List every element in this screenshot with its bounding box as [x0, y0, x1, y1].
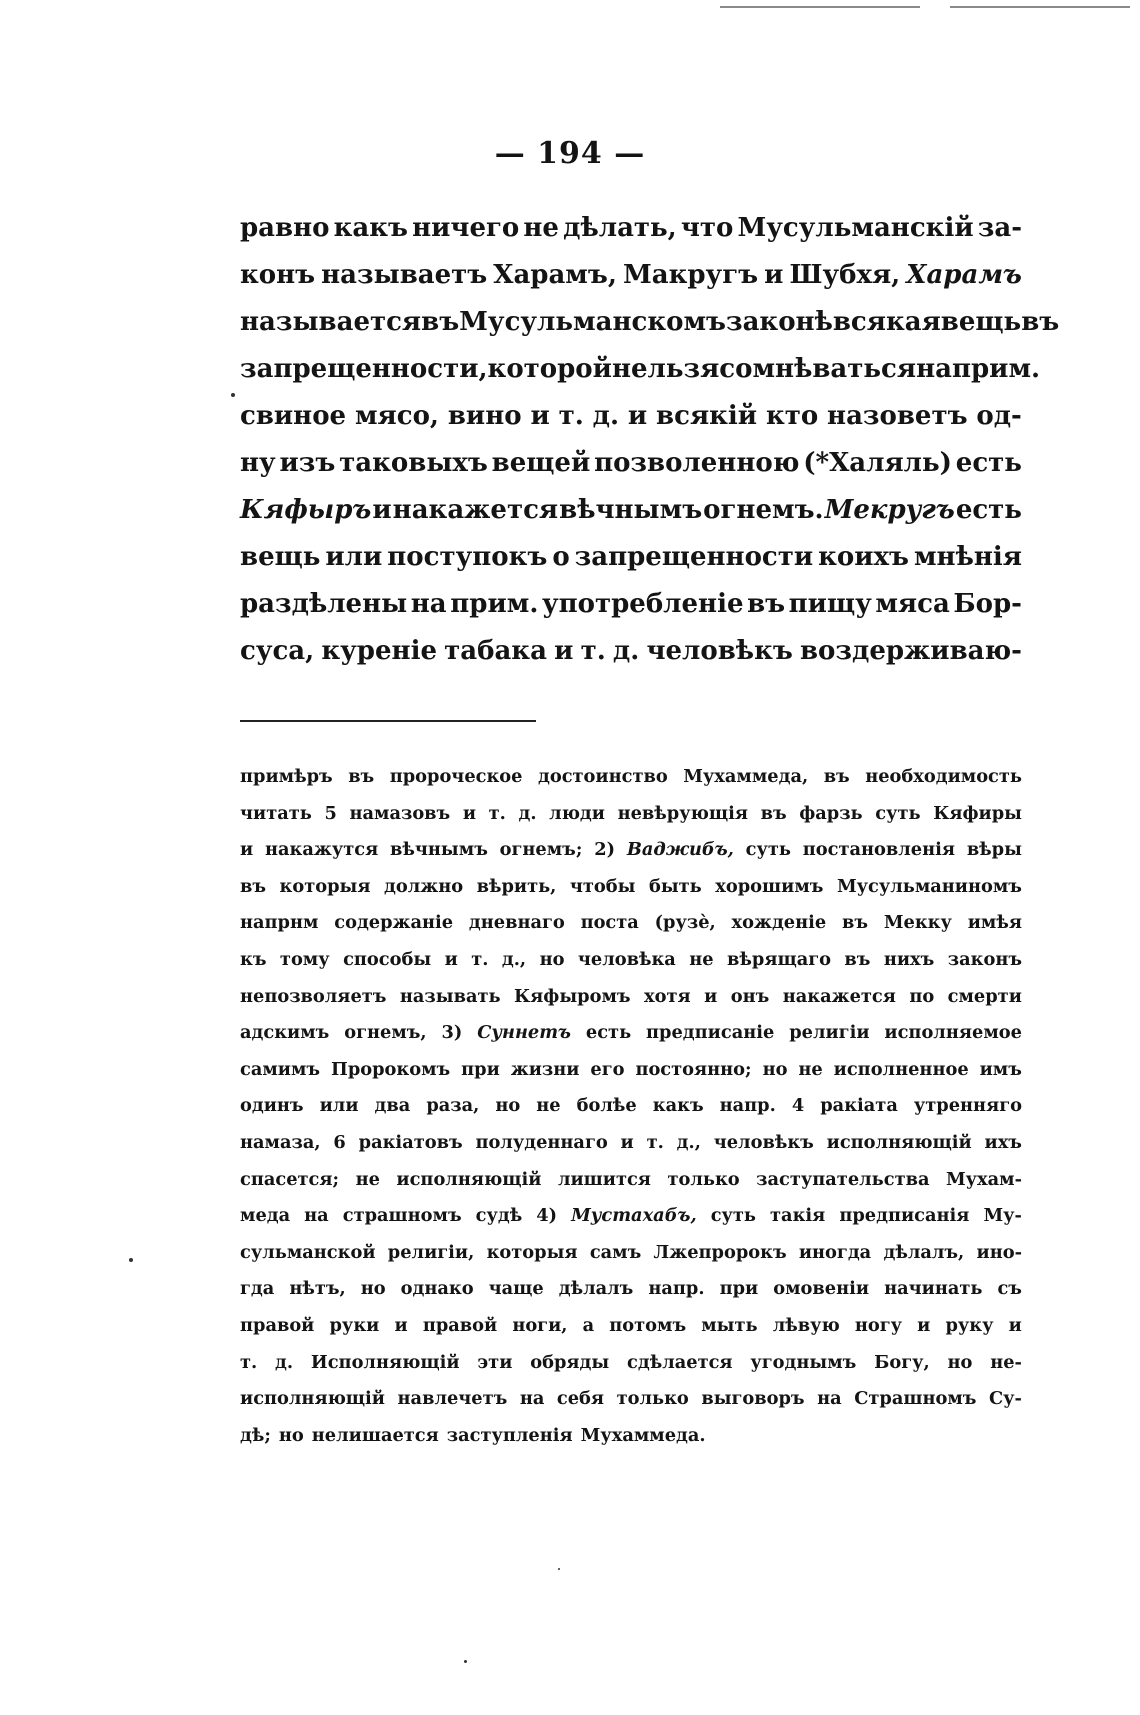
- word: прим.: [450, 589, 539, 619]
- footnote-line: [240, 1238, 1022, 1275]
- word: или: [319, 1095, 359, 1117]
- word: хорошимъ: [715, 875, 824, 897]
- word: не: [523, 213, 559, 243]
- word: и: [394, 1314, 408, 1336]
- word: равно: [240, 213, 330, 243]
- word: суса,: [240, 636, 315, 666]
- scan-edge-line: [720, 6, 920, 8]
- word: такія: [770, 1205, 826, 1227]
- word: мясо,: [354, 401, 439, 431]
- word: (*Халяль): [803, 448, 952, 478]
- word: въ: [240, 875, 266, 897]
- word: Мухам-: [945, 1168, 1022, 1190]
- word: Лжепророкъ: [653, 1241, 787, 1263]
- word: что: [680, 213, 734, 243]
- word: сульманской: [240, 1241, 376, 1263]
- footnote-line: [240, 1201, 1022, 1238]
- word: и: [1008, 1314, 1022, 1336]
- word: Му-: [983, 1205, 1022, 1227]
- word: необходимость: [865, 766, 1022, 787]
- footnote-text: [240, 762, 1022, 1457]
- footnote-line: [240, 945, 1022, 982]
- word: Кяфиры: [933, 802, 1022, 824]
- word: на: [519, 1388, 545, 1410]
- word: напр.: [719, 1095, 776, 1117]
- word: ино-: [976, 1241, 1022, 1263]
- word: ракіатовъ: [358, 1131, 463, 1153]
- word: не: [689, 948, 714, 970]
- word: Макругъ: [622, 260, 759, 290]
- word: д.: [612, 636, 640, 666]
- word: огнемъ.: [703, 495, 824, 525]
- word: называетъ: [321, 260, 488, 290]
- word: руку: [945, 1314, 994, 1336]
- word: его: [590, 1058, 625, 1080]
- word: но: [762, 1058, 788, 1080]
- word: сдѣлается: [627, 1351, 733, 1373]
- scan-edge-line: [950, 6, 1130, 8]
- word: на: [304, 1205, 329, 1227]
- word: напрнм: [240, 912, 319, 934]
- word: огнемъ;: [499, 839, 583, 861]
- word: 4: [791, 1095, 805, 1117]
- word: руки: [329, 1314, 380, 1336]
- word: а: [582, 1314, 595, 1336]
- word: быть: [648, 875, 702, 897]
- word: и: [444, 948, 458, 970]
- word: не-: [990, 1351, 1022, 1373]
- word: вѣчнымъ: [559, 495, 703, 525]
- word: начинать: [884, 1278, 983, 1300]
- scan-speck: [129, 1258, 133, 1262]
- text-line: [240, 631, 1022, 678]
- word: суть: [745, 839, 791, 861]
- page-number: — 194 —: [494, 136, 646, 171]
- word: содержаніе: [334, 912, 454, 934]
- word: (рузѐ,: [654, 912, 716, 934]
- word: назоветъ: [827, 401, 968, 431]
- word: въ: [844, 948, 871, 970]
- word: заступательства: [756, 1168, 930, 1190]
- word: исполненное: [833, 1058, 969, 1080]
- word: т.: [240, 1351, 258, 1373]
- word: Мекругъ: [824, 495, 955, 525]
- footnote-line: [240, 1165, 1022, 1202]
- word: человѣка: [577, 948, 676, 970]
- word: фарзь: [799, 802, 863, 824]
- word: свиное: [240, 401, 347, 431]
- word: на: [916, 354, 952, 384]
- word: потомъ: [609, 1314, 687, 1336]
- word: въ: [747, 589, 786, 619]
- word: онъ: [730, 985, 770, 1007]
- word: д.,: [676, 1131, 701, 1153]
- word: раздѣлены: [240, 589, 408, 619]
- word: Харамъ,: [493, 260, 617, 290]
- word: есть: [955, 495, 1022, 525]
- word: правой: [240, 1314, 315, 1336]
- word: поста: [580, 912, 639, 934]
- word: воздерживаю-: [799, 636, 1022, 666]
- footnote-line: [240, 1055, 1022, 1092]
- word: и: [704, 985, 718, 1007]
- word: чаще: [488, 1278, 544, 1300]
- word: и: [917, 1314, 931, 1336]
- word: люди: [549, 802, 605, 824]
- word: только: [667, 1168, 740, 1190]
- word: суть: [875, 802, 921, 824]
- word: только: [616, 1388, 689, 1410]
- footnote-line: [240, 1348, 1022, 1385]
- word: и: [627, 401, 648, 431]
- word: къ: [240, 948, 267, 970]
- word: ничего: [412, 213, 520, 243]
- word: поступокъ: [387, 542, 548, 572]
- word: исполняемое: [884, 1022, 1022, 1044]
- word: лѣвую: [772, 1314, 840, 1336]
- word: куреніе: [321, 636, 437, 666]
- word: изъ: [279, 448, 336, 478]
- word: съ: [997, 1278, 1022, 1300]
- word: дѣлалъ,: [883, 1241, 965, 1263]
- footnote-line: [240, 908, 1022, 945]
- word: накажется: [782, 985, 896, 1007]
- word: имъ: [979, 1058, 1022, 1080]
- word: при: [719, 1278, 759, 1300]
- word: всякая: [832, 307, 941, 337]
- word: ихъ: [984, 1131, 1022, 1153]
- word: и: [764, 260, 784, 290]
- word: постановленія: [802, 839, 955, 861]
- text-line: [240, 349, 1041, 396]
- word: пищу: [788, 589, 872, 619]
- word: всякій: [656, 401, 758, 431]
- word: въ: [1021, 307, 1060, 337]
- word: табака: [444, 636, 547, 666]
- footnote-line: [240, 835, 1022, 872]
- word: полуденнаго: [475, 1131, 608, 1153]
- word: 2): [594, 839, 615, 861]
- word: ноги,: [512, 1314, 568, 1336]
- word: накажутся: [265, 839, 379, 861]
- word: ногу: [854, 1314, 902, 1336]
- footnote-line: [240, 1274, 1022, 1311]
- word: навлечетъ: [397, 1388, 508, 1410]
- word: Кяфыръ: [240, 495, 372, 525]
- word: но: [539, 948, 565, 970]
- word: не: [798, 1058, 823, 1080]
- word: выговоръ: [701, 1388, 805, 1410]
- word: одинъ: [240, 1095, 304, 1117]
- word: намаза,: [240, 1131, 321, 1153]
- scan-speck: [464, 1660, 467, 1663]
- text-line: [240, 490, 1022, 537]
- word: самъ: [589, 1241, 642, 1263]
- word: называется: [240, 307, 422, 337]
- word: предписанія: [839, 1205, 970, 1227]
- word: жизни: [510, 1058, 580, 1080]
- word: Мекку: [883, 912, 952, 934]
- word: какъ: [652, 1095, 704, 1117]
- word: вино: [447, 401, 522, 431]
- word: вѣчнымъ: [390, 839, 488, 861]
- word: однако: [400, 1278, 474, 1300]
- main-text: [240, 208, 1060, 678]
- word: Шубхя,: [789, 260, 901, 290]
- word: нелишается: [311, 1424, 439, 1446]
- word: читать: [240, 802, 312, 824]
- word: употребленіе: [541, 589, 744, 619]
- word: способы: [343, 948, 432, 970]
- word: въ: [348, 766, 375, 787]
- word: 5: [324, 802, 337, 824]
- word: но: [495, 1095, 521, 1117]
- word: позволенною: [594, 448, 800, 478]
- word: и: [462, 802, 477, 824]
- word: мяса: [875, 589, 950, 619]
- word: Харамъ: [906, 260, 1022, 290]
- word: нихъ: [883, 948, 935, 970]
- word: обряды: [530, 1351, 610, 1373]
- word: Су-: [988, 1388, 1022, 1410]
- word: есть: [955, 448, 1022, 478]
- word: примѣръ: [240, 766, 333, 787]
- word: 6: [333, 1131, 346, 1153]
- word: меда: [240, 1205, 291, 1227]
- word: Бор-: [953, 589, 1022, 619]
- word: д.: [518, 802, 537, 824]
- word: Суннетъ: [477, 1022, 571, 1044]
- word: запрещенности,: [240, 354, 488, 384]
- word: вещей: [491, 448, 591, 478]
- word: огнемъ,: [344, 1022, 427, 1044]
- word: т.: [580, 636, 606, 666]
- word: которыя: [486, 1241, 578, 1263]
- word: тому: [279, 948, 330, 970]
- word: исполняющій: [826, 1131, 972, 1153]
- word: самимъ: [240, 1058, 321, 1080]
- word: лишится: [557, 1168, 651, 1190]
- word: запрещенности: [574, 542, 814, 572]
- word: вѣрящаго: [727, 948, 831, 970]
- word: т.: [488, 802, 506, 824]
- word: прим.: [951, 354, 1041, 384]
- word: дѣлалъ: [558, 1278, 634, 1300]
- word: таковыхъ: [339, 448, 488, 478]
- scan-speck: [558, 1568, 560, 1570]
- word: законъ: [947, 948, 1022, 970]
- word: д.,: [501, 948, 527, 970]
- word: постоянно;: [635, 1058, 752, 1080]
- word: законѣ: [725, 307, 833, 337]
- word: намазовъ: [349, 802, 451, 824]
- scan-speck: [231, 393, 235, 397]
- word: религіи,: [387, 1241, 475, 1263]
- word: или: [325, 542, 383, 572]
- footnote-line: [240, 1091, 1022, 1128]
- word: не: [536, 1095, 561, 1117]
- footnote-line: [240, 872, 1022, 909]
- word: за-: [977, 213, 1022, 243]
- word: невѣрующія: [617, 802, 748, 824]
- word: какъ: [333, 213, 408, 243]
- word: Ваджибъ,: [626, 839, 734, 861]
- text-line: [240, 443, 1022, 490]
- word: иногда: [798, 1241, 872, 1263]
- word: т.: [558, 401, 584, 431]
- word: Мустахабъ,: [571, 1205, 697, 1227]
- word: при: [461, 1058, 500, 1080]
- word: Кяфыромъ: [514, 985, 631, 1007]
- word: Богу,: [874, 1351, 930, 1373]
- word: Страшномъ: [854, 1388, 977, 1410]
- word: на: [817, 1388, 842, 1410]
- word: исполняющій: [240, 1388, 385, 1410]
- word: смерти: [947, 985, 1022, 1007]
- word: въ: [421, 307, 460, 337]
- word: правой: [422, 1314, 498, 1336]
- text-line: [240, 584, 1022, 631]
- word: религіи: [789, 1022, 870, 1044]
- word: на: [410, 589, 447, 619]
- word: имѣя: [967, 912, 1022, 934]
- text-line: [240, 302, 1060, 349]
- word: 4): [536, 1205, 558, 1227]
- word: Мусульманскій: [737, 213, 974, 243]
- word: дѣ;: [240, 1424, 271, 1446]
- word: Мусульманиномъ: [836, 875, 1022, 897]
- word: кто: [765, 401, 819, 431]
- word: адскимъ: [240, 1022, 330, 1044]
- word: и: [372, 495, 392, 525]
- text-line: [240, 396, 1022, 443]
- word: д.: [592, 401, 620, 431]
- word: гда: [240, 1278, 275, 1300]
- word: Мусульманскомъ: [459, 307, 726, 337]
- word: страшномъ: [342, 1205, 462, 1227]
- word: Исполняющій: [310, 1351, 460, 1373]
- word: и: [554, 636, 574, 666]
- word: и: [530, 401, 550, 431]
- word: есть: [585, 1022, 632, 1044]
- word: мыть: [701, 1314, 758, 1336]
- word: конъ: [240, 260, 316, 290]
- word: напр.: [648, 1278, 705, 1300]
- word: нѣтъ,: [289, 1278, 346, 1300]
- footnote-line: [240, 982, 1022, 1019]
- word: которой: [487, 354, 612, 384]
- word: Пророкомъ: [331, 1058, 451, 1080]
- word: въ: [842, 912, 869, 934]
- word: эти: [477, 1351, 513, 1373]
- word: сомнѣваться: [719, 354, 917, 384]
- word: человѣкъ: [646, 636, 793, 666]
- word: судѣ: [475, 1205, 523, 1227]
- word: должно: [384, 875, 464, 897]
- word: нельзя: [611, 354, 720, 384]
- word: хожденіе: [731, 912, 827, 934]
- word: заступленія: [446, 1424, 573, 1446]
- word: и: [620, 1131, 634, 1153]
- word: но: [278, 1424, 304, 1446]
- word: вѣрить,: [476, 875, 557, 897]
- word: т.: [471, 948, 489, 970]
- footnote-line: [240, 762, 1022, 799]
- footnote-line: [240, 1128, 1022, 1165]
- word: дневнаго: [468, 912, 565, 934]
- word: чтобы: [569, 875, 636, 897]
- word: человѣкъ: [713, 1131, 814, 1153]
- word: Мухаммеда.: [580, 1424, 706, 1446]
- word: не: [355, 1168, 380, 1190]
- footnote-line: [240, 799, 1022, 836]
- word: достоинство: [538, 766, 668, 787]
- word: Мухаммеда,: [683, 766, 809, 787]
- word: ну: [240, 448, 276, 478]
- footnote-line: [240, 1311, 1022, 1348]
- word: въ: [823, 766, 850, 787]
- word: д.: [275, 1351, 294, 1373]
- word: мнѣнія: [913, 542, 1022, 572]
- text-line: [240, 537, 1022, 584]
- word: себя: [556, 1388, 605, 1410]
- word: коихъ: [818, 542, 909, 572]
- word: т.: [646, 1131, 664, 1153]
- word: од-: [976, 401, 1022, 431]
- word: непозволяетъ: [240, 985, 387, 1007]
- word: 3): [441, 1022, 463, 1044]
- footnote-line: [240, 1421, 1022, 1458]
- word: но: [947, 1351, 973, 1373]
- word: угоднымъ: [750, 1351, 857, 1373]
- word: вещь: [940, 307, 1022, 337]
- word: вѣры: [966, 839, 1022, 861]
- word: дѣлать,: [563, 213, 677, 243]
- word: суть: [710, 1205, 756, 1227]
- word: накажется: [392, 495, 559, 525]
- word: вещь: [240, 542, 321, 572]
- word: ракіата: [820, 1095, 898, 1117]
- word: въ: [760, 802, 787, 824]
- word: предписаніе: [646, 1022, 775, 1044]
- word: хотя: [644, 985, 691, 1007]
- word: спасется;: [240, 1168, 340, 1190]
- word: о: [552, 542, 570, 572]
- word: омовеніи: [773, 1278, 870, 1300]
- word: которыя: [279, 875, 371, 897]
- footnote-line: [240, 1018, 1022, 1055]
- footnote-separator: [240, 720, 536, 722]
- word: но: [360, 1278, 386, 1300]
- word: два: [374, 1095, 411, 1117]
- word: раза,: [426, 1095, 480, 1117]
- word: и: [240, 839, 254, 861]
- word: пророческое: [389, 766, 523, 787]
- word: исполняющій: [396, 1168, 542, 1190]
- text-line: [240, 255, 1022, 302]
- word: болѣе: [576, 1095, 637, 1117]
- text-line: [240, 208, 1022, 255]
- word: по: [909, 985, 935, 1007]
- word: утренняго: [913, 1095, 1022, 1117]
- footnote-line: [240, 1384, 1022, 1421]
- word: называть: [399, 985, 501, 1007]
